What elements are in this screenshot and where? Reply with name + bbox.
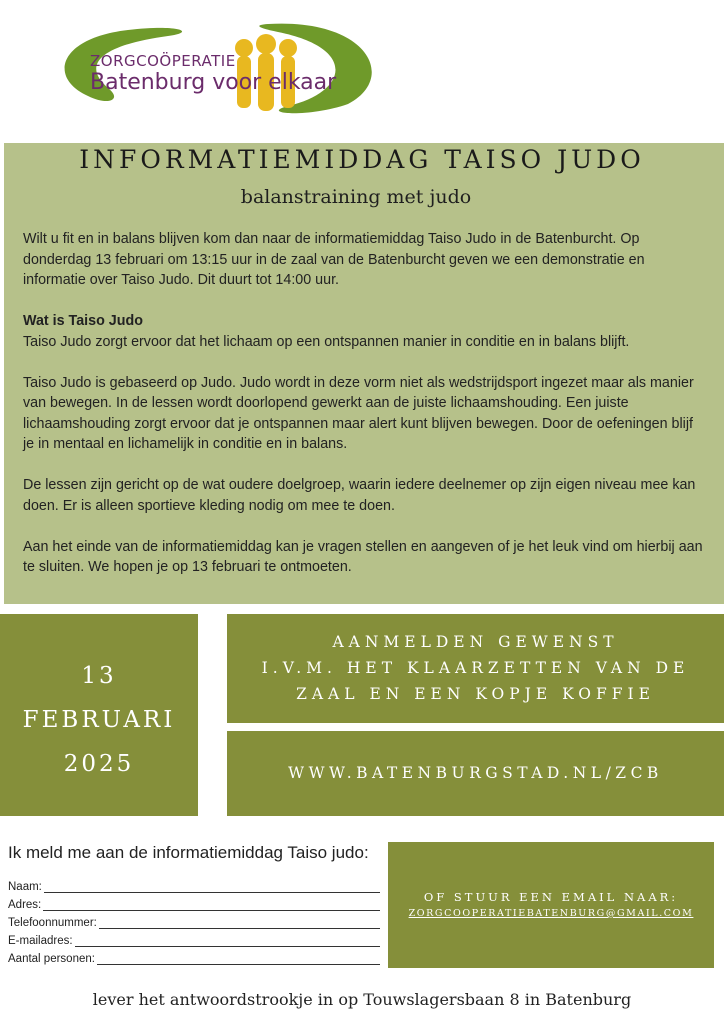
field-label: Telefoonnummer: bbox=[8, 917, 97, 929]
form-row-name bbox=[8, 875, 380, 893]
closing-paragraph: Aan het einde van de informatiemiddag kan je vragen stellen en aangeven of je het leuk vind om hierbij aan te sluiten. We hopen je op 13 februari te ontmoeten. bbox=[23, 538, 703, 575]
registration-block bbox=[227, 614, 724, 723]
registration-line3: ZAAL EN EEN KOPJE KOFFIE bbox=[296, 685, 655, 703]
form-row-email bbox=[8, 929, 380, 947]
website-block bbox=[227, 731, 724, 816]
email-link[interactable]: ZORGCOOPERATIEBATENBURG@GMAIL.COM bbox=[408, 908, 694, 919]
registration-text bbox=[227, 629, 724, 707]
info-body bbox=[23, 229, 703, 598]
registration-line2: I.V.M. HET KLAARZETTEN VAN DE bbox=[261, 659, 690, 677]
field-label: Adres: bbox=[8, 899, 42, 911]
field-label: Naam: bbox=[8, 881, 42, 893]
field-label: Aantal personen: bbox=[8, 953, 95, 965]
what-is-section bbox=[23, 311, 703, 352]
intro-paragraph: Wilt u fit en in balans blijven kom dan naar de informatiemiddag Taiso Judo in de Batenburcht. Op donderdag 13 februari om 13:15 uur in de zaal van de Batenburcht geven we een demonstratie en informatie over Taiso Judo. Dit duurt tot 14:00 uur. bbox=[23, 231, 645, 288]
info-title: INFORMATIEMIDDAG TAISO JUDO bbox=[79, 145, 645, 174]
form-row-persons bbox=[8, 947, 380, 965]
info-subtitle: balanstraining met judo bbox=[240, 186, 472, 208]
date-day: 13 bbox=[81, 663, 117, 689]
phone-field[interactable] bbox=[99, 914, 380, 929]
name-field[interactable] bbox=[44, 878, 380, 893]
form-row-phone bbox=[8, 911, 380, 929]
persons-field[interactable] bbox=[97, 950, 380, 965]
form-heading: Ik meld me aan de informatiemiddag Taiso judo: bbox=[8, 843, 369, 862]
logo bbox=[48, 18, 384, 118]
form-fields bbox=[8, 875, 380, 965]
footer-instruction: lever het antwoordstrookje in op Touwslagersbaan 8 in Batenburg bbox=[92, 990, 632, 1009]
website-link[interactable]: WWW.BATENBURGSTAD.NL/ZCB bbox=[288, 764, 663, 782]
date-month: FEBRUARI bbox=[22, 707, 176, 733]
logo-line1: ZORGCOÖPERATIE bbox=[90, 52, 236, 70]
target-group-paragraph: De lessen zijn gericht op de wat oudere doelgroep, waarin iedere deelnemer op zijn eigen niveau mee kan doen. Er is alleen sportieve kleding nodig om mee te doen. bbox=[23, 477, 696, 514]
date-text bbox=[0, 654, 198, 786]
registration-line1: AANMELDEN GEWENST bbox=[332, 633, 619, 651]
field-label: E-mailadres: bbox=[8, 935, 73, 947]
email-label: OF STUUR EEN EMAIL NAAR: bbox=[423, 890, 679, 904]
what-is-paragraph: Taiso Judo zorgt ervoor dat het lichaam op een ontspannen manier in conditie en in balans blijft. bbox=[23, 333, 630, 350]
based-on-paragraph: Taiso Judo is gebaseerd op Judo. Judo wordt in deze vorm niet als wedstrijdsport ingezet maar als manier van bewegen. In de lessen wordt doorlopend gewerkt aan de juiste lichaamshouding. Een juiste lichaamshouding zorgt ervoor dat je ontspannen maar alert kunt blijven bewegen. Door de oefeningen blijf je in mentaal en lichamelijk in conditie en in balans. bbox=[23, 374, 694, 452]
date-block bbox=[0, 614, 198, 816]
section-heading: Wat is Taiso Judo bbox=[23, 313, 143, 329]
form-row-address bbox=[8, 893, 380, 911]
email-block bbox=[388, 842, 714, 968]
date-year: 2025 bbox=[63, 751, 135, 777]
logo-line2: Batenburg voor elkaar bbox=[90, 70, 337, 95]
email-field[interactable] bbox=[75, 932, 380, 947]
address-field[interactable] bbox=[43, 896, 380, 911]
